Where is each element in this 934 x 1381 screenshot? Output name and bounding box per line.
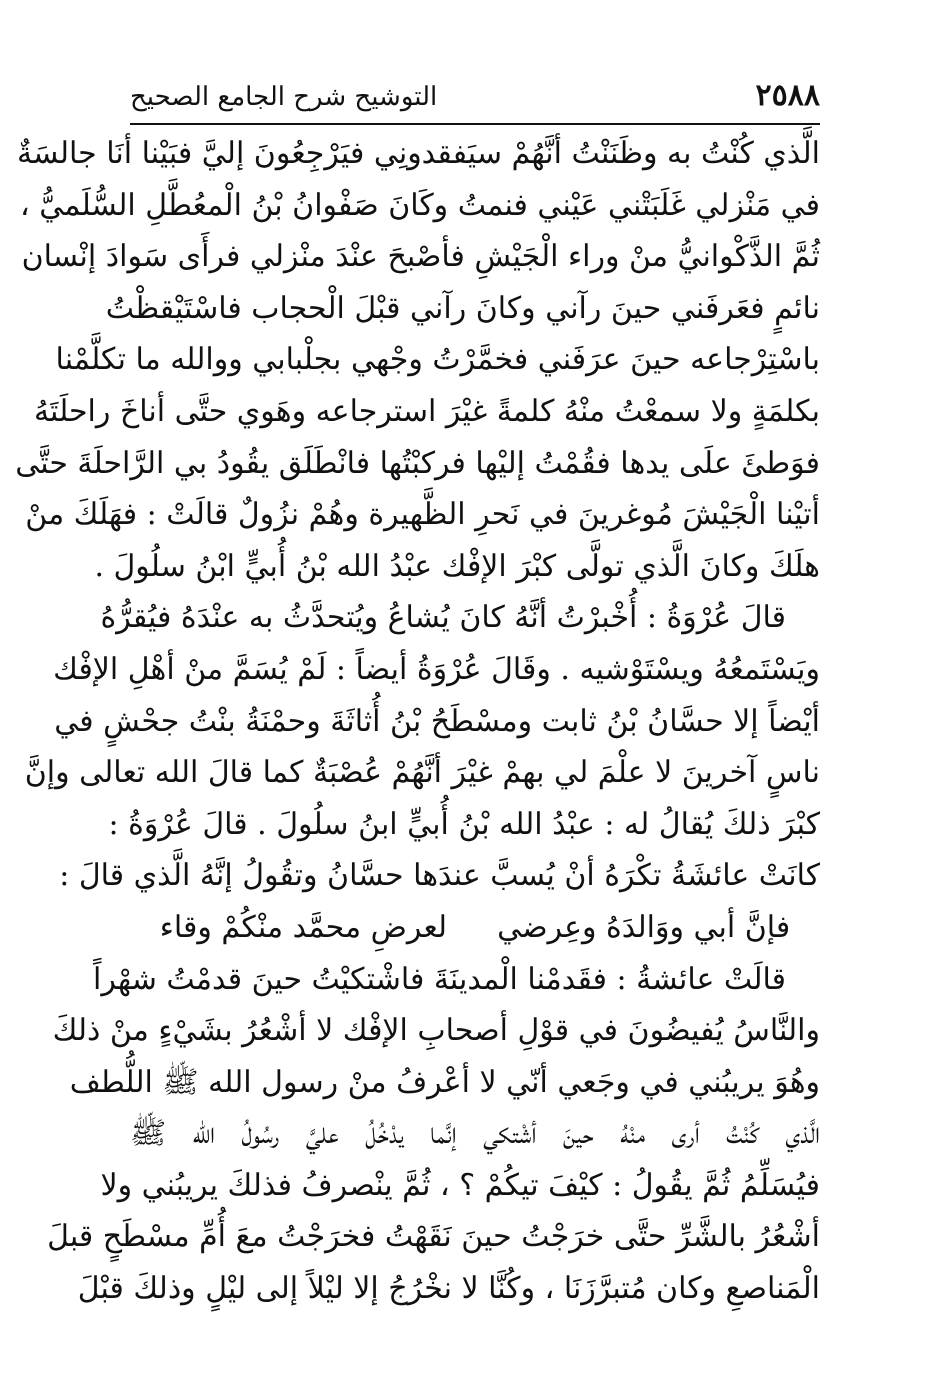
paragraph	[24, 592, 820, 902]
text-line: الَّذي كُنْتُ به وظَنَنْتُ أنَّهُمْ سيَفقدونِي فيَرْجِعُونَ إليَّ فبَيْنا أنَا جالسَةٌ	[17, 136, 820, 171]
text-line: والنَّاسُ يُفيضُونَ في قوْلِ أصحابِ الإفْك لا أشْعُرُ بشَيْءٍ منْ ذلكَ	[52, 1013, 820, 1049]
page-number: ٢٥٨٨	[755, 78, 820, 113]
text-line: وهُوَ يريبُني في وجَعي أنّي لا أعْرفُ منْ رسول الله ﷺ اللُّطف	[69, 1064, 820, 1100]
text-line: كبْرَ ذلكَ يُقالُ له : عبْدُ الله بْنُ أُبيٍّ ابنُ سلُولَ . قالَ عُرْوَةُ :	[108, 806, 820, 842]
text-line: ناسٍ آخرينَ لا علْمَ لي بهمْ غيْرَ أنَّهُمْ عُصْبَةٌ كما قالَ الله تعالى وإنَّ	[24, 755, 820, 791]
text-line: هلَكَ وكانَ الَّذي تولَّى كبْرَ الإفْك عبْدُ الله بْنُ أُبيٍّ ابْنُ سلُولَ .	[94, 548, 820, 584]
text-line: في مَنْزلي غَلَبَتْني عَيْني فنمتُ وكَانَ صَفْوانُ بْنُ الْمعُطَّلِ السُّلَميُّ ،	[20, 187, 820, 223]
header-rule	[130, 123, 820, 125]
running-title: التوشيح شرح الجامع الصحيح	[130, 82, 438, 112]
verse-second-hemistich: لعرضِ محمَّد منْكُمْ وقاء	[159, 909, 448, 945]
text-line: ويَسْتَمعُهُ ويسْتَوْشيه . وقَالَ عُرْوَةُ أيضاً : لَمْ يُسَمَّ منْ أهْلِ الإفْك	[53, 651, 820, 687]
text-line: أشْعُرُ بالشَّرِّ حتَّى خرَجْتُ حينَ نَقَهْتُ فخرَجْتُ معَ أُمِّ مسْطَحٍ قبلَ	[47, 1219, 820, 1255]
text-line: قالَ عُرْوَةُ : أُخْبرْتُ أنَّهُ كانَ يُشاعُ ويُتحدَّثُ به عنْدَهُ فيُقرُّهُ	[100, 600, 786, 636]
text-line: قالَتْ عائشةُ : فقَدمْنا الْمدينَةَ فاشْتكيْتُ حينَ قدمْتُ شهْراً	[93, 961, 786, 997]
text-line: كانَتْ عائشَةُ تكْرَهُ أنْ يُسبَّ عندَها حسَّانُ وتقُولُ إنَّهُ الَّذي قالَ :	[59, 858, 820, 894]
text-line: فوَطئَ علَى يدها فقُمْتُ إليْها فركبْتُها فانْطَلَق يقُودُ بي الرَّاحلَةَ حتَّى	[15, 445, 820, 481]
paragraph	[15, 128, 820, 592]
text-line: أتيْنا الْجَيْشَ مُوغرينَ في نَحرِ الظَّهيرة وهُمْ نزُولٌ قالَتْ : فهَلَكَ منْ	[25, 497, 820, 533]
text-line: الْمَناصعِ وكان مُتبرَّزَنَا ، وكُنَّا لا نخْرُجُ إلا ليْلاً إلى ليْلٍ وذلكَ قبْلَ	[77, 1271, 820, 1307]
text-line: ثُمَّ الذَّكْوانيُّ منْ وراء الْجَيْشِ فأصْبحَ عنْدَ منْزلي فرأَى سَوادَ إنْسان	[21, 239, 820, 275]
text-line: أيْضاً إلا حسَّانُ بْنُ ثابت ومسْطَحُ بْنُ أُثاثَةَ وحمْنَةُ بنْتُ جحْشٍ في	[54, 703, 820, 739]
text-line: بكلمَةٍ ولا سمعْتُ منْهُ كلمةً غيْرَ استرجاعه وهَوي حتَّى أناخَ راحلَتَهُ	[33, 393, 820, 429]
text-line: نائمٍ فعَرفَني حينَ رآني وكانَ رآني قبْلَ الْحجاب فاسْتَيْقظْتُ	[105, 290, 820, 326]
text-line: الَّذي كُنْتُ أرى منْهُ حينَ أشْتكي إنَّما يدْخُلُ عليَّ رسُولُ الله ﷺ	[130, 1116, 820, 1152]
body-text	[15, 128, 820, 1315]
text-line: باسْتِرْجاعه حينَ عرَفَني فخمَّرْتُ وجْهي بجلْبابي ووالله ما تكلَّمْنا	[55, 342, 820, 378]
page-header	[130, 76, 820, 120]
paragraph	[47, 954, 820, 1315]
verse-first-hemistich: فإنَّ أبي ووَالدَهُ وعِرضي	[497, 909, 791, 945]
poetry-verse	[130, 902, 820, 954]
text-line: فيُسَلِّمُ ثُمَّ يقُولُ : كيْفَ تيكُمْ ؟ ، ثُمَّ ينْصرفُ فذلكَ يريبُني ولا	[100, 1167, 820, 1203]
